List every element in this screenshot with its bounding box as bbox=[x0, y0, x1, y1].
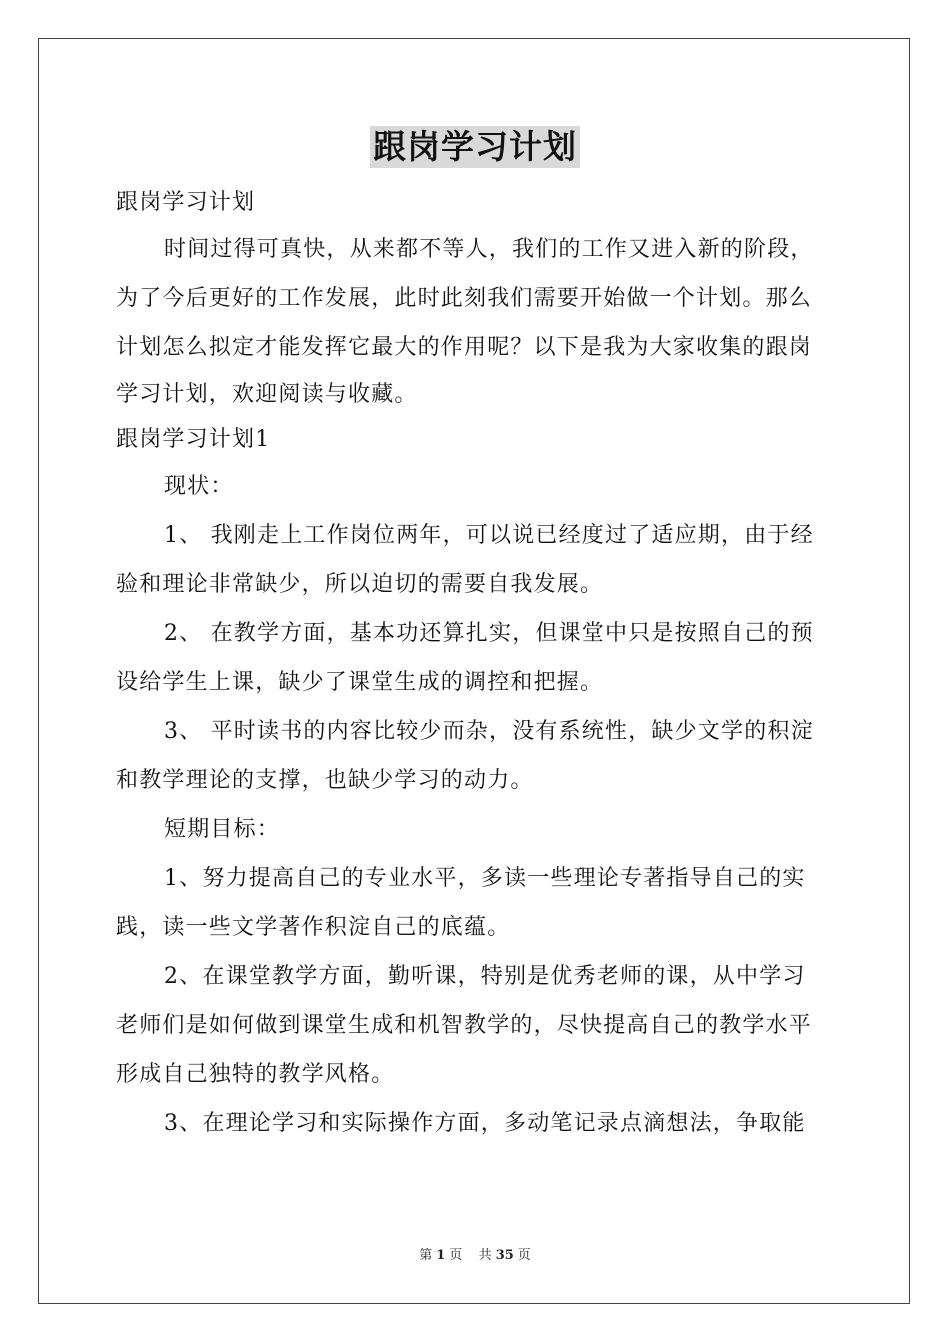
paragraph-line: 3、 平时读书的内容比较少而杂，没有系统性，缺少文学的积淀 bbox=[164, 719, 814, 744]
paragraph-line: 短期目标： bbox=[164, 817, 281, 842]
subtitle-line: 跟岗学习计划 bbox=[116, 190, 256, 215]
paragraph-line: 2、在课堂教学方面，勤听课，特别是优秀老师的课，从中学习 bbox=[164, 964, 806, 989]
page-suffix: 页 bbox=[449, 1248, 463, 1263]
paragraph-line: 和教学理论的支撑，也缺少学习的动力。 bbox=[116, 768, 534, 793]
paragraph-line: 学习计划，欢迎阅读与收藏。 bbox=[116, 382, 418, 407]
total-prefix: 共 bbox=[478, 1248, 492, 1263]
page-prefix: 第 bbox=[419, 1248, 433, 1263]
total-pages: 35 bbox=[495, 1248, 514, 1263]
paragraph-line: 时间过得可真快，从来都不等人，我们的工作又进入新的阶段， bbox=[164, 237, 814, 262]
title-container bbox=[0, 126, 950, 168]
paragraph-line: 1、努力提高自己的专业水平，多读一些理论专著指导自己的实 bbox=[164, 866, 806, 891]
paragraph-line: 形成自己独特的教学风格。 bbox=[116, 1062, 395, 1087]
paragraph-line: 验和理论非常缺少，所以迫切的需要自我发展。 bbox=[116, 572, 604, 597]
paragraph-line: 计划怎么拟定才能发挥它最大的作用呢？以下是我为大家收集的跟岗 bbox=[116, 335, 813, 360]
paragraph-line: 现状： bbox=[164, 474, 234, 499]
section-heading: 跟岗学习计划1 bbox=[116, 427, 271, 452]
paragraph-line: 3、在理论学习和实际操作方面，多动笔记录点滴想法，争取能 bbox=[164, 1111, 806, 1136]
paragraph-line: 设给学生上课，缺少了课堂生成的调控和把握。 bbox=[116, 670, 604, 695]
paragraph-line: 为了今后更好的工作发展，此时此刻我们需要开始做一个计划。那么 bbox=[116, 286, 813, 311]
paragraph-line: 践，读一些文学著作积淀自己的底蕴。 bbox=[116, 915, 511, 940]
page-number: 1 bbox=[436, 1248, 446, 1263]
paragraph-line: 老师们是如何做到课堂生成和机智教学的，尽快提高自己的教学水平 bbox=[116, 1013, 813, 1038]
document-body bbox=[116, 180, 834, 1148]
document-title: 跟岗学习计划 bbox=[370, 126, 580, 168]
total-suffix: 页 bbox=[517, 1248, 531, 1263]
paragraph-line: 1、 我刚走上工作岗位两年，可以说已经度过了适应期，由于经 bbox=[164, 523, 814, 548]
paragraph-line: 2、 在教学方面，基本功还算扎实，但课堂中只是按照自己的预 bbox=[164, 621, 814, 646]
page-footer bbox=[0, 1244, 950, 1263]
